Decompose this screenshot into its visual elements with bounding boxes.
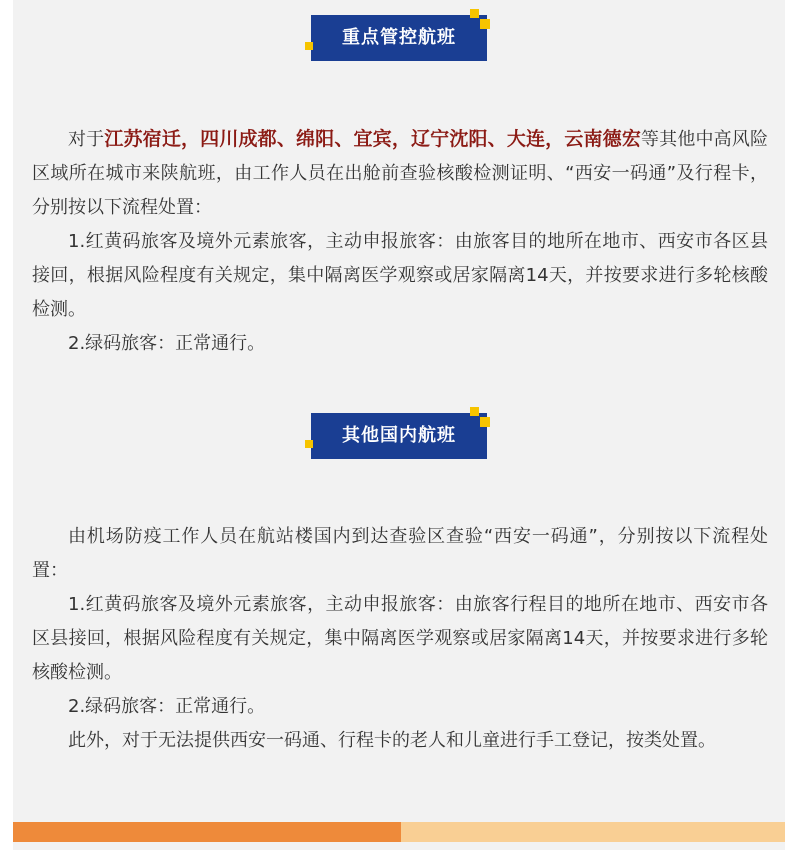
section-title-other-domestic: 其他国内航班 [311, 413, 487, 459]
decor-square [480, 19, 490, 29]
section-title-key-flights: 重点管控航班 [311, 15, 487, 61]
section2-note: 此外，对于无法提供西安一码通、行程卡的老人和儿童进行手工登记，按类处置。 [68, 730, 716, 751]
section1-body [32, 122, 768, 361]
section2-item1: 1.红黄码旅客及境外元素旅客，主动申报旅客：由旅客行程目的地所在地市、西安市各区县接回，根据风险程度有关规定，集中隔离医学观察或居家隔离14天，并按要求进行多轮核酸检测。 [32, 594, 768, 683]
decor-square [305, 440, 313, 448]
section2-item2: 2.绿码旅客：正常通行。 [68, 696, 266, 717]
highlight-cities: 江苏宿迁，四川成都、绵阳、宜宾，辽宁沈阳、大连，云南德宏 [104, 128, 641, 150]
decor-square [470, 9, 479, 18]
section1-item1: 1.红黄码旅客及境外元素旅客，主动申报旅客：由旅客目的地所在地市、西安市各区县接回，根据风险程度有关规定，集中隔离医学观察或居家隔离14天，并按要求进行多轮核酸检测。 [32, 231, 768, 320]
section1-intro [32, 122, 768, 225]
section2-intro: 由机场防疫工作人员在航站楼国内到达查验区查验“西安一码通”，分别按以下流程处置： [32, 526, 768, 581]
section1-item2: 2.绿码旅客：正常通行。 [68, 333, 266, 354]
decor-square [470, 407, 479, 416]
intro-prefix: 对于 [68, 129, 105, 150]
decor-square [305, 42, 313, 50]
footer-bar-peach [401, 822, 785, 842]
intro-rest: 等其他中高风险区域所在城市来陕航班，由工作人员在出舱前查验核酸检测证明、“西安一码通”及行程卡，分别按以下流程处置： [32, 129, 768, 218]
decor-square [480, 417, 490, 427]
footer-bar-orange [13, 822, 401, 842]
section2-body [32, 520, 768, 758]
